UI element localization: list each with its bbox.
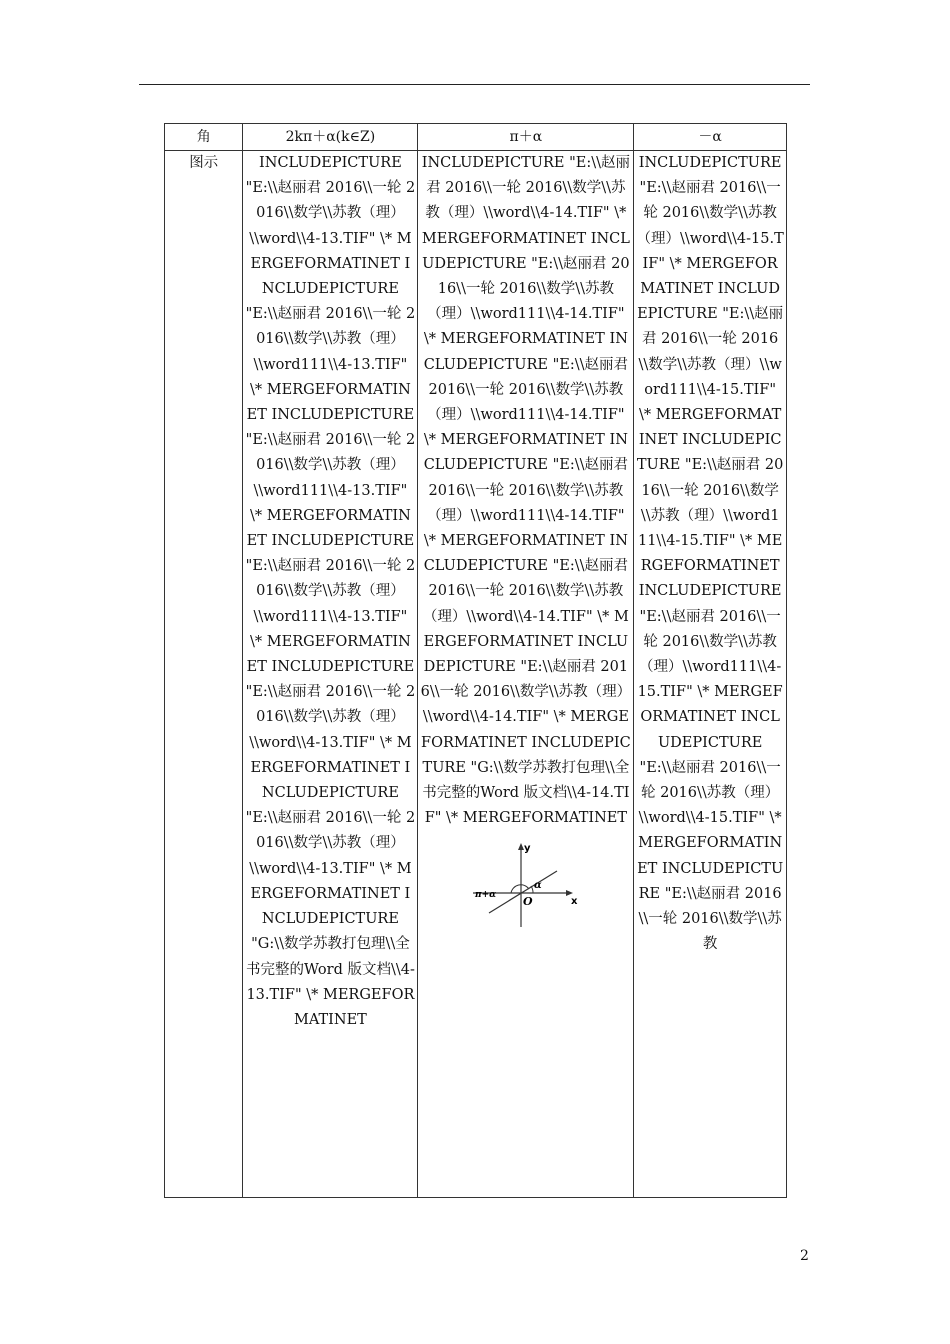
origin-label: O: [522, 895, 533, 909]
field-code-text: INCLUDEPICTURE "E:\\赵丽君 2016\\一轮 2016\\数学\\苏教（理）\\word\\4-13.TIF" \* MERGEFORMATINET INCLUDEPICTURE "E:\\赵丽君 2016\\一轮 2016\\数学\\苏教（理）\\word111\\4-13.TIF" \* MERGEFORMATINET INCLUDEPICTURE "E:\\赵丽君 2016\\一轮 2016\\数学\\苏教（理）\\word111\\4-13.TIF" \* MERGEFORMATINET INCLUDEPICTURE "E:\\赵丽君 2016\\一轮 2016\\数学\\苏教（理）\\word111\\4-13.TIF" \* MERGEFORMATINET INCLUDEPICTURE "E:\\赵丽君 2016\\一轮 2016\\数学\\苏教（理）\\word\\4-13.TIF" \* MERGEFORMATINET INCLUDEPICTURE "E:\\赵丽君 2016\\一轮 2016\\数学\\苏教（理）\\word\\4-13.TIF" \* MERGEFORMATINET INCLUDEPICTURE "G:\\数学苏教打包理\\全书完整的Word 版文档\\4-13.TIF" \* MERGEFORMATINET: [245, 155, 419, 1028]
cell-2kpi-plus-alpha: [243, 151, 418, 1198]
x-label: x: [570, 896, 578, 908]
header-angle: 角: [165, 124, 243, 151]
cell-minus-alpha: [634, 151, 787, 1198]
field-code-text: INCLUDEPICTURE "E:\\赵丽君 2016\\一轮 2016\\数学\\苏教（理）\\word\\4-15.TIF" \* MERGEFORMATINET INCLUDEPICTURE "E:\\赵丽君 2016\\一轮 2016\\数学\\苏教（理）\\word111\\4-15.TIF" \* MERGEFORMATINET INCLUDEPICTURE "E:\\赵丽君 2016\\一轮 2016\\数学\\苏教（理）\\word111\\4-15.TIF" \* MERGEFORMATINET INCLUDEPICTURE "E:\\赵丽君 2016\\一轮 2016\\数学\\苏教（理）\\word111\\4-15.TIF" \* MERGEFORMATINET INCLUDEPICTURE "E:\\赵丽君 2016\\一轮 2016\\苏教（理）\\word\\4-15.TIF" \* MERGEFORMATINET INCLUDEPICTURE "E:\\赵丽君 2016\\一轮 2016\\数学\\苏教: [636, 155, 787, 953]
pi-alpha-label: π+α: [474, 890, 496, 901]
cell-pi-plus-alpha: [418, 151, 634, 1198]
alpha-arc: [531, 886, 533, 893]
pi-plus-alpha-figure: [471, 841, 581, 929]
header-rule: [139, 84, 810, 85]
row-label: 图示: [165, 151, 243, 1198]
y-label: y: [523, 843, 531, 855]
alpha-label: α: [533, 880, 542, 892]
page-number: 2: [800, 1248, 809, 1264]
table-header-row: [165, 124, 787, 151]
figure-row: [165, 151, 787, 1198]
header-2kpi-plus-alpha: 2kπ＋α(k∈Z): [243, 124, 418, 151]
header-pi-plus-alpha: π＋α: [418, 124, 634, 151]
angle-table: [164, 123, 787, 1198]
field-code-text: INCLUDEPICTURE "E:\\赵丽君 2016\\一轮 2016\\数学\\苏教（理）\\word\\4-14.TIF" \* MERGEFORMATINET INCLUDEPICTURE "E:\\赵丽君 2016\\一轮 2016\\数学\\苏教（理）\\word111\\4-14.TIF" \* MERGEFORMATINET INCLUDEPICTURE "E:\\赵丽君 2016\\一轮 2016\\数学\\苏教（理）\\word111\\4-14.TIF" \* MERGEFORMATINET INCLUDEPICTURE "E:\\赵丽君 2016\\一轮 2016\\数学\\苏教（理）\\word111\\4-14.TIF" \* MERGEFORMATINET INCLUDEPICTURE "E:\\赵丽君 2016\\一轮 2016\\数学\\苏教（理）\\word\\4-14.TIF" \* MERGEFORMATINET INCLUDEPICTURE "E:\\赵丽君 2016\\一轮 2016\\数学\\苏教（理）\\word\\4-14.TIF" \* MERGEFORMATINET INCLUDEPICTURE "G:\\数学苏教打包理\\全书完整的Word 版文档\\4-14.TIF" \* MERGEFORMATINET: [420, 155, 633, 827]
pi-alpha-arc: [511, 885, 529, 893]
header-minus-alpha: －α: [634, 124, 787, 151]
